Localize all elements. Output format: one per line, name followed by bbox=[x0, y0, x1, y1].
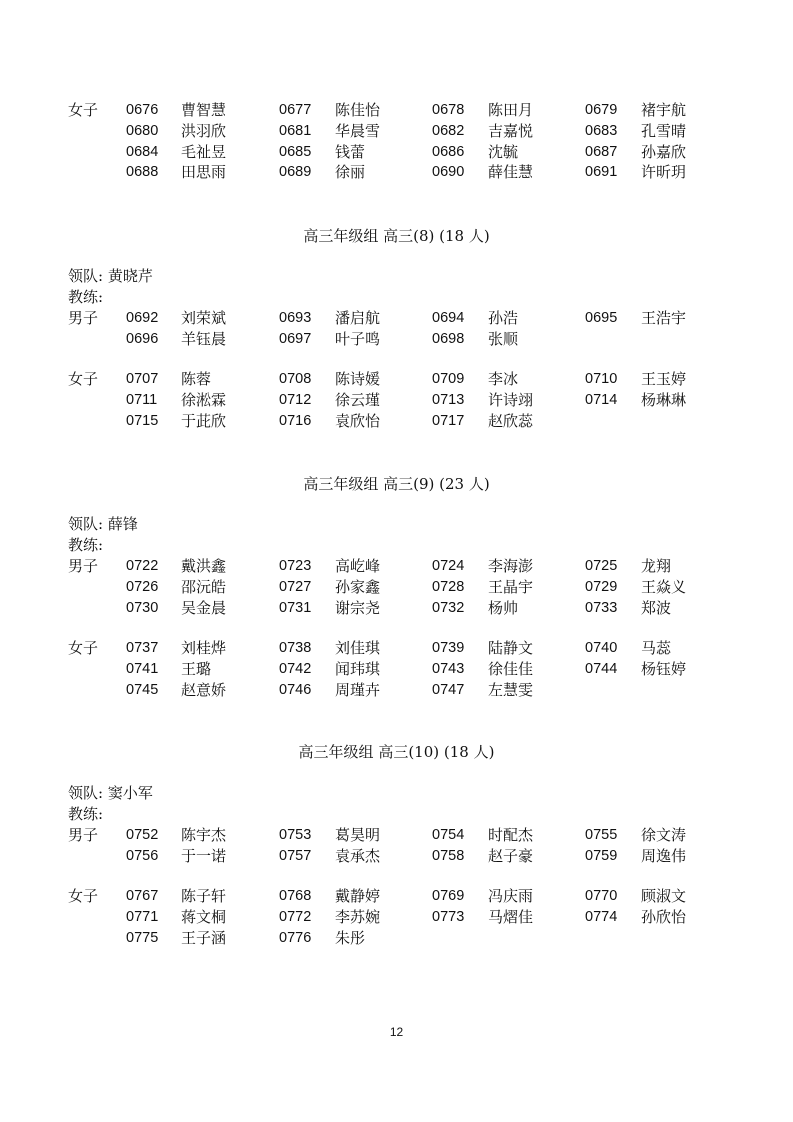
roster-row bbox=[0, 411, 793, 432]
roster-row bbox=[0, 907, 793, 928]
athlete-number: 0729 bbox=[585, 579, 618, 595]
roster-row bbox=[0, 121, 793, 142]
athlete-number: 0713 bbox=[432, 392, 465, 408]
athlete-number: 0695 bbox=[585, 310, 618, 326]
athlete-name: 钱蕾 bbox=[335, 143, 366, 161]
athlete-number: 0741 bbox=[126, 661, 159, 677]
athlete-name: 孙嘉欣 bbox=[641, 143, 687, 161]
athlete-name: 高屹峰 bbox=[335, 557, 381, 575]
roster-row bbox=[0, 100, 793, 121]
athlete-name: 刘佳琪 bbox=[335, 639, 381, 657]
athlete-name: 陈佳怡 bbox=[335, 101, 381, 119]
athlete-name: 葛昊明 bbox=[335, 826, 381, 844]
roster-row bbox=[0, 577, 793, 598]
gender-label: 女子 bbox=[68, 887, 99, 905]
athlete-name: 赵欣蕊 bbox=[488, 412, 534, 430]
athlete-name: 朱彤 bbox=[335, 929, 366, 947]
athlete-name: 左慧雯 bbox=[488, 681, 534, 699]
athlete-number: 0688 bbox=[126, 164, 159, 180]
athlete-number: 0773 bbox=[432, 909, 465, 925]
athlete-number: 0757 bbox=[279, 848, 312, 864]
athlete-name: 时配杰 bbox=[488, 826, 534, 844]
athlete-name: 蒋文桐 bbox=[181, 908, 227, 926]
athlete-name: 张顺 bbox=[488, 330, 519, 348]
athlete-number: 0707 bbox=[126, 371, 159, 387]
gender-label: 男子 bbox=[68, 309, 99, 327]
athlete-name: 袁欣怡 bbox=[335, 412, 381, 430]
athlete-name: 曹智慧 bbox=[181, 101, 227, 119]
athlete-number: 0742 bbox=[279, 661, 312, 677]
athlete-number: 0772 bbox=[279, 909, 312, 925]
athlete-name: 李苏婉 bbox=[335, 908, 381, 926]
athlete-number: 0754 bbox=[432, 827, 465, 843]
athlete-name: 顾淑文 bbox=[641, 887, 687, 905]
athlete-number: 0737 bbox=[126, 640, 159, 656]
athlete-name: 王璐 bbox=[181, 660, 212, 678]
section-title: 高三年级组 高三(9) (23 人) bbox=[303, 475, 490, 493]
roster-row bbox=[0, 142, 793, 163]
athlete-number: 0730 bbox=[126, 600, 159, 616]
athlete-number: 0739 bbox=[432, 640, 465, 656]
athlete-number: 0776 bbox=[279, 930, 312, 946]
athlete-name: 孔雪晴 bbox=[641, 122, 687, 140]
athlete-name: 闻玮琪 bbox=[335, 660, 381, 678]
athlete-number: 0767 bbox=[126, 888, 159, 904]
athlete-name: 叶子鸣 bbox=[335, 330, 381, 348]
athlete-number: 0684 bbox=[126, 144, 159, 160]
athlete-number: 0715 bbox=[126, 413, 159, 429]
athlete-name: 王晶宇 bbox=[488, 578, 534, 596]
gender-label: 女子 bbox=[68, 639, 99, 657]
athlete-number: 0726 bbox=[126, 579, 159, 595]
athlete-number: 0745 bbox=[126, 682, 159, 698]
athlete-name: 于一诺 bbox=[181, 847, 227, 865]
athlete-name: 华晨雪 bbox=[335, 122, 381, 140]
athlete-number: 0774 bbox=[585, 909, 618, 925]
gender-label: 女子 bbox=[68, 370, 99, 388]
roster-row bbox=[0, 846, 793, 867]
athlete-number: 0732 bbox=[432, 600, 465, 616]
athlete-number: 0696 bbox=[126, 331, 159, 347]
athlete-number: 0717 bbox=[432, 413, 465, 429]
athlete-name: 马熠佳 bbox=[488, 908, 534, 926]
gender-label: 男子 bbox=[68, 557, 99, 575]
athlete-number: 0744 bbox=[585, 661, 618, 677]
athlete-number: 0676 bbox=[126, 102, 159, 118]
athlete-name: 王浩宇 bbox=[641, 309, 687, 327]
athlete-number: 0728 bbox=[432, 579, 465, 595]
athlete-name: 吉嘉悦 bbox=[488, 122, 534, 140]
athlete-number: 0711 bbox=[126, 392, 158, 408]
athlete-number: 0724 bbox=[432, 558, 465, 574]
athlete-number: 0747 bbox=[432, 682, 465, 698]
athlete-number: 0733 bbox=[585, 600, 618, 616]
athlete-number: 0678 bbox=[432, 102, 465, 118]
athlete-name: 洪羽欣 bbox=[181, 122, 227, 140]
athlete-number: 0708 bbox=[279, 371, 312, 387]
athlete-number: 0687 bbox=[585, 144, 618, 160]
roster-row bbox=[0, 886, 793, 907]
athlete-number: 0771 bbox=[126, 909, 159, 925]
athlete-name: 李冰 bbox=[488, 370, 519, 388]
athlete-name: 毛祉昱 bbox=[181, 143, 227, 161]
athlete-name: 马蕊 bbox=[641, 639, 672, 657]
team-leader: 领队: 窦小军 bbox=[68, 784, 153, 802]
athlete-name: 许昕玥 bbox=[641, 163, 687, 181]
athlete-number: 0690 bbox=[432, 164, 465, 180]
athlete-name: 沈毓 bbox=[488, 143, 519, 161]
athlete-name: 孙欣怡 bbox=[641, 908, 687, 926]
athlete-number: 0714 bbox=[585, 392, 618, 408]
athlete-name: 潘启航 bbox=[335, 309, 381, 327]
athlete-number: 0681 bbox=[279, 123, 312, 139]
athlete-number: 0679 bbox=[585, 102, 618, 118]
athlete-name: 陆静文 bbox=[488, 639, 534, 657]
gender-label: 男子 bbox=[68, 826, 99, 844]
athlete-name: 陈宇杰 bbox=[181, 826, 227, 844]
athlete-name: 戴洪鑫 bbox=[181, 557, 227, 575]
athlete-number: 0697 bbox=[279, 331, 312, 347]
athlete-number: 0759 bbox=[585, 848, 618, 864]
roster-row bbox=[0, 638, 793, 659]
athlete-number: 0716 bbox=[279, 413, 312, 429]
athlete-number: 0689 bbox=[279, 164, 312, 180]
athlete-name: 褚宇航 bbox=[641, 101, 687, 119]
section-title: 高三年级组 高三(8) (18 人) bbox=[303, 227, 490, 245]
athlete-number: 0712 bbox=[279, 392, 312, 408]
athlete-name: 王玉婷 bbox=[641, 370, 687, 388]
athlete-name: 吴金晨 bbox=[181, 599, 227, 617]
roster-row bbox=[0, 680, 793, 701]
roster-row bbox=[0, 308, 793, 329]
athlete-number: 0731 bbox=[279, 600, 312, 616]
page-number: 12 bbox=[389, 1025, 404, 1039]
athlete-name: 徐云瑾 bbox=[335, 391, 381, 409]
athlete-name: 陈诗媛 bbox=[335, 370, 381, 388]
team-coach: 教练: bbox=[68, 805, 104, 823]
athlete-number: 0738 bbox=[279, 640, 312, 656]
athlete-name: 徐丽 bbox=[335, 163, 366, 181]
athlete-name: 冯庆雨 bbox=[488, 887, 534, 905]
athlete-name: 于茈欣 bbox=[181, 412, 227, 430]
athlete-name: 杨琳琳 bbox=[641, 391, 687, 409]
athlete-name: 袁承杰 bbox=[335, 847, 381, 865]
section-title: 高三年级组 高三(10) (18 人) bbox=[298, 743, 495, 761]
athlete-name: 戴静婷 bbox=[335, 887, 381, 905]
athlete-name: 孙浩 bbox=[488, 309, 519, 327]
athlete-name: 杨钰婷 bbox=[641, 660, 687, 678]
roster-row bbox=[0, 329, 793, 350]
athlete-name: 王子涵 bbox=[181, 929, 227, 947]
athlete-name: 田思雨 bbox=[181, 163, 227, 181]
roster-row bbox=[0, 598, 793, 619]
athlete-number: 0746 bbox=[279, 682, 312, 698]
athlete-name: 李海澎 bbox=[488, 557, 534, 575]
athlete-number: 0725 bbox=[585, 558, 618, 574]
team-coach: 教练: bbox=[68, 536, 104, 554]
athlete-name: 刘桂烨 bbox=[181, 639, 227, 657]
athlete-name: 陈子轩 bbox=[181, 887, 227, 905]
athlete-name: 许诗翊 bbox=[488, 391, 534, 409]
athlete-name: 龙翔 bbox=[641, 557, 672, 575]
athlete-number: 0768 bbox=[279, 888, 312, 904]
athlete-number: 0775 bbox=[126, 930, 159, 946]
athlete-number: 0693 bbox=[279, 310, 312, 326]
athlete-number: 0722 bbox=[126, 558, 159, 574]
athlete-number: 0756 bbox=[126, 848, 159, 864]
roster-row bbox=[0, 659, 793, 680]
athlete-name: 陈田月 bbox=[488, 101, 534, 119]
athlete-number: 0727 bbox=[279, 579, 312, 595]
athlete-name: 徐佳佳 bbox=[488, 660, 534, 678]
gender-label: 女子 bbox=[68, 101, 99, 119]
athlete-number: 0686 bbox=[432, 144, 465, 160]
athlete-name: 刘荣斌 bbox=[181, 309, 227, 327]
athlete-name: 周逸伟 bbox=[641, 847, 687, 865]
roster-row bbox=[0, 390, 793, 411]
athlete-number: 0752 bbox=[126, 827, 159, 843]
team-leader: 领队: 黄晓芹 bbox=[68, 267, 153, 285]
roster-row bbox=[0, 825, 793, 846]
athlete-name: 赵子豪 bbox=[488, 847, 534, 865]
athlete-number: 0753 bbox=[279, 827, 312, 843]
athlete-name: 羊钰晨 bbox=[181, 330, 227, 348]
athlete-number: 0755 bbox=[585, 827, 618, 843]
athlete-number: 0677 bbox=[279, 102, 312, 118]
athlete-number: 0682 bbox=[432, 123, 465, 139]
roster-row bbox=[0, 928, 793, 949]
athlete-name: 周瑾卉 bbox=[335, 681, 381, 699]
athlete-name: 赵意娇 bbox=[181, 681, 227, 699]
athlete-name: 郑波 bbox=[641, 599, 672, 617]
athlete-number: 0710 bbox=[585, 371, 618, 387]
roster-row bbox=[0, 162, 793, 183]
athlete-number: 0698 bbox=[432, 331, 465, 347]
athlete-name: 徐文涛 bbox=[641, 826, 687, 844]
athlete-number: 0691 bbox=[585, 164, 618, 180]
athlete-name: 谢宗尧 bbox=[335, 599, 381, 617]
athlete-name: 薛佳慧 bbox=[488, 163, 534, 181]
athlete-number: 0743 bbox=[432, 661, 465, 677]
athlete-number: 0692 bbox=[126, 310, 159, 326]
athlete-number: 0770 bbox=[585, 888, 618, 904]
athlete-number: 0694 bbox=[432, 310, 465, 326]
athlete-number: 0709 bbox=[432, 371, 465, 387]
athlete-name: 孙家鑫 bbox=[335, 578, 381, 596]
athlete-number: 0769 bbox=[432, 888, 465, 904]
athlete-name: 王焱义 bbox=[641, 578, 687, 596]
team-coach: 教练: bbox=[68, 288, 104, 306]
athlete-number: 0680 bbox=[126, 123, 159, 139]
roster-row bbox=[0, 369, 793, 390]
athlete-number: 0685 bbox=[279, 144, 312, 160]
athlete-number: 0723 bbox=[279, 558, 312, 574]
team-leader: 领队: 薛锋 bbox=[68, 515, 138, 533]
roster-row bbox=[0, 556, 793, 577]
athlete-name: 徐淞霖 bbox=[181, 391, 227, 409]
athlete-name: 陈蓉 bbox=[181, 370, 212, 388]
athlete-number: 0758 bbox=[432, 848, 465, 864]
athlete-name: 邵沅皓 bbox=[181, 578, 227, 596]
athlete-number: 0740 bbox=[585, 640, 618, 656]
athlete-name: 杨帅 bbox=[488, 599, 519, 617]
athlete-number: 0683 bbox=[585, 123, 618, 139]
